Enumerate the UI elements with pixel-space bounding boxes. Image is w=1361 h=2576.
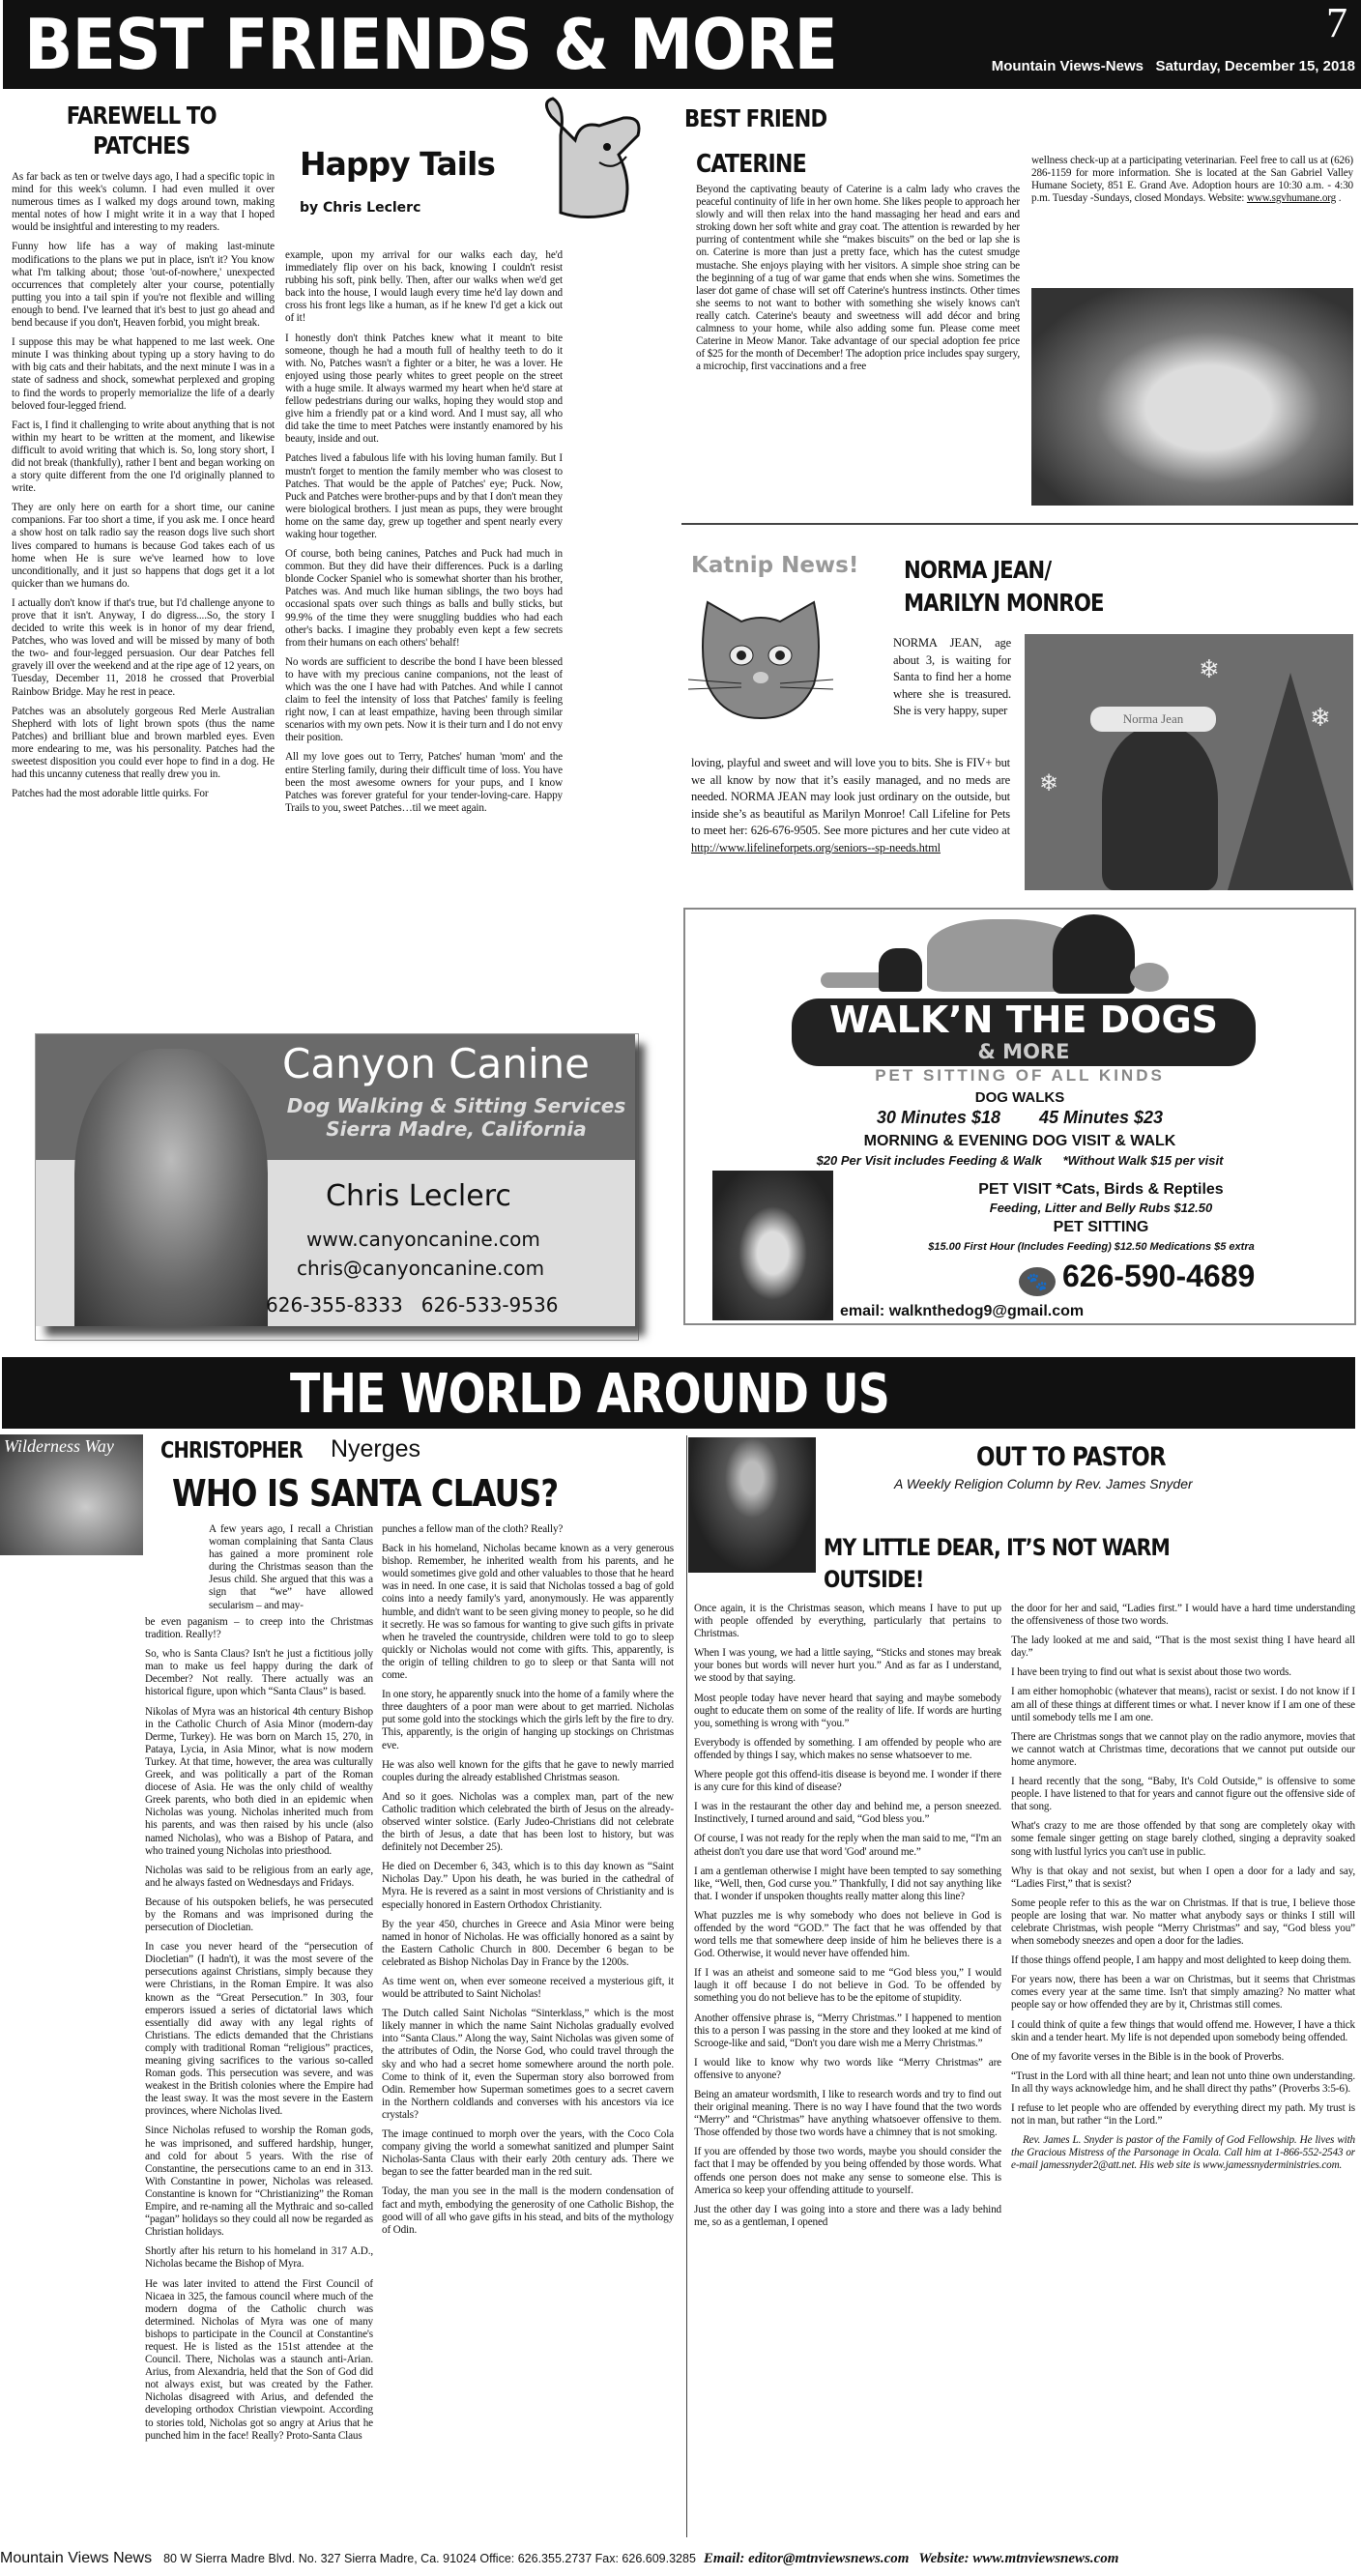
footer-email[interactable]: Email: editor@mtnviewsnews.com <box>703 2551 910 2566</box>
norma-jean-lead: NORMA JEAN, age about 3, is waiting for Santa to find her a home where she is treasured. She is very happy, super <box>893 636 1011 717</box>
pastor-article-col2 <box>1011 1603 1355 2535</box>
paragraph: All my love goes out to Terry, Patches' human 'mom' and the entire Sterling family, during their difficult time of loss. You have been the most awesome owners for your pups, and I know Patches was forever grateful for your tender-loving-care. Happy Trails to you, sweet Patches…til we meet again. <box>285 751 563 814</box>
logo-text: Happy Tails <box>300 145 495 183</box>
punct: . <box>1336 192 1342 205</box>
norma-jean-title <box>904 554 1104 620</box>
paragraph: Some people refer to this as the war on Christmas. If that is true, I believe those people are losing that war. No matter what anybody says or thinks I still will celebrate Christmas, wish people “Merry Christmas” and say, “God bless you” when somebody sneezes and open a door for the ladies. <box>1011 1896 1355 1948</box>
ad-logo <box>792 999 1256 1066</box>
nyerges-article-col1 <box>145 1616 373 2534</box>
paragraph: Nicholas was said to be religious from an early age, and he always fasted on Wednesdays and Fridays. <box>145 1864 373 1889</box>
paragraph: If those things offend people, I am happy and most delighted to keep doing them. <box>1011 1954 1351 1967</box>
walk-30-price: 30 Minutes $18 <box>876 1108 1000 1127</box>
paragraph: If you are offended by those two words, maybe you should consider the fact that I may be offended by you being offended by those words. What offends one person does not make any sense to someone else. This is America so keep your offending attitude to yourself. <box>694 2146 1001 2196</box>
footer-website[interactable]: Website: www.mtnviewsnews.com <box>918 2551 1119 2566</box>
article-title: WHO IS SANTA CLAUS? <box>172 1472 559 1515</box>
author-first: CHRISTOPHER <box>160 1438 303 1463</box>
lifeline-link[interactable]: http://www.lifelineforpets.org/seniors--sp-needs.html <box>691 840 941 854</box>
pet-sitting-heading: PET SITTING <box>1053 1219 1149 1235</box>
paragraph: Back in his homeland, Nicholas became known as a very generous bishop. Remember, he inherited wealth from his parents, and he would sometimes give gold and other valuables to those that he heard was in need. In one case, it is said that Nicholas tossed a bag of gold coins into a needy family's yard, anonymously. He was apparently humble, and didn't want to be seen giving money to people, so he did it secretly. He was so famous for wanting to give such gifts in private when he traveled the countryside, children were told to go to sleep quickly or Nicholas would not come with gifts. This, apparently, is the origin of telling children to go to sleep or that Santa will not come. <box>382 1543 674 1682</box>
best-friend-kicker: BEST FRIEND <box>684 104 827 132</box>
title-line: PATCHES <box>93 131 190 159</box>
dog-at-window-photo <box>712 1171 833 1320</box>
paragraph: example, upon my arrival for our walks each day, he'd immediately flip over on his back, knowing I couldn't resist rubbing his soft, pink belly. Then, after our walks when we'd get back into the house, I would laugh every time he'd lay down and cross his front legs like a human, as if he knew I'd get a kick out of it! <box>285 249 563 325</box>
paragraph: I refuse to let people who are offended by everything direct my path. My trust is not in man, but rather “in the Lord.” <box>1011 2102 1355 2127</box>
ad-person: Chris Leclerc <box>326 1179 511 1213</box>
paragraph: punches a fellow man of the cloth? Really? <box>382 1523 564 1535</box>
phone: 626-533-9536 <box>420 1293 559 1317</box>
dog-cartoon-icon <box>522 97 652 222</box>
column-name: OUT TO PASTOR <box>976 1442 1166 1472</box>
paragraph: Patches lived a fabulous life with his loving human family. But I mustn't forget to mention the family member who was closest to Patches. That would be the apple of Patches' eye; Puck. Now, Puck and Patches were brother-pups and by that I don't mean they were biological brothers. I just mean as pups, they were brought home on the same day, grew up together and spent nearly every waking hour together. <box>285 452 563 540</box>
article-title: MY LITTLE DEAR, IT’S NOT WARM OUTSIDE! <box>824 1534 1170 1593</box>
paragraph: In one story, he apparently snuck into the home of a family where the three daughters of a poor man were about to get married. Nicholas put some gold into the stockings which the girls left by the fire to dry. This, apparently, is the origin of hanging up stockings on Christmas eve. <box>382 1689 674 1751</box>
cat-figure <box>1102 726 1218 890</box>
title-line: FAREWELL TO <box>66 101 217 130</box>
visit-price: $20 Per Visit includes Feeding & Walk <box>816 1153 1042 1168</box>
tagline-line: Dog Walking & Sitting Services <box>286 1094 626 1117</box>
paragraph: What's crazy to me are those offended by that song are completely okay with some female singer getting on stage barely clothed, singing a depravity soaked song with lustful lyrics you can't use in public. <box>1011 1820 1355 1858</box>
snowflake-icon: ❄ <box>1199 655 1220 683</box>
masthead-paper-date <box>992 58 1355 74</box>
column-subtitle: A Weekly Religion Column by Rev. James Snyder <box>894 1476 1193 1491</box>
ad-tagline <box>277 1094 635 1141</box>
paragraph: Once again, it is the Christmas season, which means I have to put up with people offended by everything, particularly that pertains to Christmas. <box>694 1603 1001 1640</box>
paragraph: Nikolas of Myra was an historical 4th century Bishop in the Catholic Church of Asia Minor (modern-day Derme, Turkey). He was born on March 15, 270, in Pataya, Lycia, in Asia Minor, what is now modern Turkey. At that time, however, the area was culturally Greek, and was politically a part of the Roman diocese of Asia. He was the only child of wealthy Greek parents, who both died in an epidemic when Nicholas was young. Nicholas inherited much from his parents, and was then raised by his uncle (also named Nicholas), who was a Bishop of Patara, and who trained young Nicholas into priesthood. <box>145 1705 373 1857</box>
masthead-banner <box>3 0 1361 89</box>
paragraph: wellness check-up at a participating veterinarian. Feel free to call us at (626) 286-1159 for more information. She is located at the San Gabriel Valley Humane Society, 851 E. Grand Ave. Adoption hours are 10:30 a.m. - 4:30 p.m. Tuesday -Sundays, closed Mondays. Website: <box>1031 155 1353 205</box>
paragraph: So, who is Santa Claus? Isn't he just a fictitious jolly man to make us feel happy during the dark of December? Not really. There actually was an historical figure, upon which “Santa Claus” is based. <box>145 1648 373 1698</box>
katnip-logo: Katnip News! <box>691 553 859 578</box>
visit-prices <box>685 1153 1354 1168</box>
paragraph: Beyond the captivating beauty of Caterine is a calm lady who craves the peaceful continuity of life in her own home. She likes people to approach her slowly and will then relax into the hand massaging her head and ears and stroking down her soft white and gray coat. The attention is rewarded by her purring of contentment while she “makes biscuits” on the bed or lap she is on. Caterine is more than just a pretty face, which has the cutest smudge mustache. She enjoys playing with her visitors. A simple shoe string can be the beginning of a tug of war game that ends when she wins. Sometimes the laser dot game of chase will set off Caterine's huntress instincts. Other times she seems to not want to bother with something she wisely knows can't really catch. Caterine's beauty and sweetness will add décor and bring calmness to your home, while also adding some fun. Please come meet Caterine in Meow Manor. Take advantage of our special adoption fee price of $25 for the month of December! The adoption price includes spay surgery, a microchip, first vaccinations and a free <box>696 184 1020 373</box>
ad-tagline: PET SITTING OF ALL KINDS <box>875 1066 1165 1085</box>
happy-tails-logo <box>300 145 495 216</box>
paragraph: He was later invited to attend the First Council of Nicaea in 325, the famous council where much of the modern dogma of the Catholic church was determined. Nicholas of Myra was one of many bishops to participate in the Council at Constantine's request. He is listed as the 151st attendee at the Council. There, Nicholas was a staunch anti-Arian. Arius, from Alexandria, held that the Son of God did not always exist, but was created by the Father. Nicholas disagreed with Arius, and defended the developing orthodox Christian viewpoint. According to stories told, Nicholas got so angry at Arius that he punched him in the face! Really? Proto-Santa Claus <box>145 2277 373 2442</box>
paragraph: He was also well known for the gifts that he gave to newly married couples during the already established Christmas season. <box>382 1758 674 1783</box>
paragraph: As time went on, when ever someone received a mysterious gift, it would be attributed to Saint Nicholas! <box>382 1976 674 2001</box>
section-title: THE WORLD AROUND US <box>290 1363 890 1426</box>
paragraph: I could think of quite a few things that would offend me. However, I have a thick skin and a tender heart. My life is not depended upon somebody being offended. <box>1011 2018 1355 2043</box>
ad-phone: 626-590-4689 <box>1062 1259 1256 1293</box>
ad-phones <box>266 1293 558 1317</box>
tagline-line: Sierra Madre, California <box>326 1117 587 1141</box>
cat-face-icon <box>688 583 833 723</box>
logo-line: WALK’N THE DOGS <box>828 999 1219 1041</box>
caterine-cat-photo <box>1031 288 1353 506</box>
paragraph: I actually don't know if that's true, but I'd challenge anyone to prove that it isn't. Anyway, I do digress....So, the story I decided to write this week is in honor of my dear friend, Patches, who was loved and will be missed by many of both the two- and four-legged persuasion. Our dear Patches fell gravely ill over the weekend and at the ripe age of 12 years, on Tuesday, December 11, 2018 he crossed that Proverbial Rainbow Bridge. May he rest in peace. <box>12 596 275 698</box>
paragraph: Shortly after his return to his homeland in 317 A.D., Nicholas became the Bishop of Myra. <box>145 2245 373 2271</box>
logo-line: & MORE <box>977 1040 1070 1063</box>
paragraph-list <box>1011 1603 1355 2127</box>
paragraph: As far back as ten or twelve days ago, I had a specific topic in mind for this week's column. I had even mulled it over numerous times as I walked my dogs around town, making mental notes of how I might write it in a way that I hoped would be insightful and interesting to my readers. <box>12 171 275 234</box>
farewell-article <box>12 171 275 1031</box>
norma-jean-body <box>691 755 1010 890</box>
paragraph: And so it goes. Nicholas was a complex man, part of the new Catholic tradition which celebrated the birth of Jesus on the already-observed winter solstice. (Early Judeo-Christians did not celebrate the birth of Jesus, a date that has been lost to history, but was definitely not December 25). <box>382 1790 674 1854</box>
phone: 626-355-8333 <box>266 1293 403 1317</box>
pet-visit-price: Feeding, Litter and Belly Rubs $12.50 <box>989 1201 1213 1215</box>
title-line: NORMA JEAN/ <box>904 556 1052 584</box>
paragraph: He died on December 6, 343, which is to this day known as “Saint Nicholas Day.” Upon his death, he was buried in the cathedral of Myra. He is revered as a saint in most versions of Christianity and is especially honored in Eastern Orthodox Christianity. <box>382 1861 674 1911</box>
paragraph: Most people today have never heard that saying and maybe somebody ought to educate them on some of the reality of life. If words are hurting you, something is wrong with “you.” <box>694 1692 1001 1729</box>
paragraph: I would like to know why two words like “Merry Christmas” are offensive to anyone? <box>694 2056 1001 2081</box>
paragraph: Funny how life has a way of making last-minute modifications to the plans we put in place, isn't it? You know what I'm talking about; those 'out-of-nowhere,' unexpected occurrences that completely alter your course, potentially putting you into a tail spin if you're not flexible and willing enough to bend. I've learned that it's best to just go ahead and bend because if you don't, Heaven forbid, you might break. <box>12 241 275 330</box>
pastor-article-col1 <box>694 1603 1001 2535</box>
nyerges-article-col2 <box>382 1523 674 2534</box>
paragraph: loving, playful and sweet and will love you to bits. She is FIV+ but we all know by now that it’s easily managed, and no meds are needed. NORMA JEAN may look just ordinary on the outside, but inside she’s as beautiful as Marilyn Monroe! Call Lifeline for Pets to meet her: 626-676-9505. See more pictures and her cute video at <box>691 756 1010 837</box>
bloodhound-photo <box>74 1049 268 1326</box>
paragraph: Just the other day I was going into a store and there was a lady behind me, so as a gentleman, I opened <box>694 2203 1001 2228</box>
issue-date: Saturday, December 15, 2018 <box>1155 58 1355 74</box>
paw-print-icon: 🐾 <box>1019 1267 1056 1296</box>
paragraph: Being an amateur wordsmith, I like to research words and try to find out their original meaning. There is no way I have found that the two words “Merry” and “Christmas” have anything whatsoever offensive to them. Those offended by those two words have a chimney that is not smoking. <box>694 2089 1001 2139</box>
section-title: BEST FRIENDS & MORE <box>24 4 837 85</box>
caterine-title: CATERINE <box>696 150 806 179</box>
byline: by Chris Leclerc <box>300 200 421 216</box>
pet-visit-heading: PET VISIT *Cats, Birds & Reptiles <box>978 1181 1224 1198</box>
ad-brand: Canyon Canine <box>282 1040 591 1087</box>
caterine-article <box>696 184 1020 512</box>
paragraph: Since Nicholas refused to worship the Roman gods, he was imprisoned, and suffered hardship, hunger, and cold for about 5 years. With the rise of Constantine, the persecutions came to an end in 313. With Constantine in power, Nicholas was released. Constantine is known for “Christianizing” the Roman Empire, and re-naming all the Mythraic and so-called “pagan” holidays so they could all now be regarded as Christian holidays. <box>145 2125 373 2239</box>
paragraph: Fact is, I find it challenging to write about anything that is not within my heart to be written at the moment, and likewise difficult to avoid writing that which is. So, long story short, I did not break (thankfully), rather I bent and began working on a story quite different from the one I'd originally planned to write. <box>12 419 275 495</box>
ad-website: www.canyoncanine.com <box>306 1228 540 1251</box>
paragraph: One of my favorite verses in the Bible is in the book of Proverbs. <box>1011 2050 1285 2063</box>
ad-email: chris@canyoncanine.com <box>297 1257 545 1280</box>
paragraph: Because of his outspoken beliefs, he was persecuted by the Romans and was imprisoned during the persecution of Diocletian. <box>145 1896 373 1934</box>
column-logo: Wilderness Way <box>4 1436 114 1456</box>
walkn-the-dogs-ad <box>683 908 1356 1325</box>
animal-silhouettes <box>821 914 1227 997</box>
paragraph: Patches had the most adorable little quirks. For <box>12 788 209 800</box>
paragraph: For years now, there has been a war on Christmas, but it seems that Christmas comes every year at the same time. Isn't that simply amazing? No matter what people say or how offended they are by it, Christmas still comes. <box>1011 1974 1355 2012</box>
paragraph: By the year 450, churches in Greece and Asia Minor were being named in honor of Nicholas. He was officially honored as a saint by the Eastern Catholic Church in 800. December 6 began to be celebrated as Bishop Nicholas Day in France by the 1200s. <box>382 1918 674 1968</box>
ad-card <box>36 1034 635 1326</box>
happy-tails-article <box>285 249 563 1032</box>
paragraph: I have been trying to find out what is sexist about those two words. <box>1011 1666 1291 1679</box>
paragraph: Of course, both being canines, Patches and Puck had much in common. But they did have their differences. Puck is a darling blonde Cocker Spaniel who is somewhat shorter than his brother, Patches was. And much like human siblings, the two boys had occasional spats over such things as balls and bully sticks, but 99.9% of the time they were snuggling buddies who had each other's backs. I imagine they probably even kept a few secrets from their humans on each others' behalf! <box>285 548 563 649</box>
paragraph: Where people got this offend-itis disease is beyond me. I wonder if there is any cure for this kind of disease? <box>694 1769 1001 1794</box>
paragraph: I honestly don't think Patches knew what it meant to bite someone, though he had a mouth full of healthy teeth to do it with. No, Patches wasn't a fighter or a biter, he was a lover. He enjoyed using those pearly whites to greet people on the street with a huge smile. It always warmed my heart when he'd stare at fellow pedestrians during our walks, hoping they would stop and give him a friendly pat or a kind word. And I must say, all who did take the time to meet Patches were instantly enamored by his beauty, inside and out. <box>285 332 563 446</box>
paragraph: the door for her and said, “Ladies first.” I would have a hard time understanding the offensiveness of those two words. <box>1011 1603 1355 1628</box>
paragraph: I am a gentleman otherwise I might have been tempted to say something like, “Well, then, God curse you.” Thankfully, I did not say anything like that. I wonder if unspoken thoughts really matter along this line? <box>694 1865 1001 1902</box>
paragraph: Another offensive phrase is, “Merry Christmas.” I happened to mention this to a person I was passing in the store and they looked at me kind of Scrooge-like and said, “Don't you dare wish me a Merry Christmas.” <box>694 2012 1001 2049</box>
snowflake-icon: ❄ <box>1310 704 1331 732</box>
visit-no-walk-price: *Without Walk $15 per visit <box>1062 1153 1224 1168</box>
paragraph: The lady looked at me and said, “That is the most sexist thing I have heard all day.” <box>1011 1635 1355 1660</box>
author-bio: Rev. James L. Snyder is pastor of the Family of God Fellowship. He lives with the Gracious Mistress of the Parsonage in Ocala. Call him at 1-866-552-2543 or e-mail jamessnyder2@att.net. His web site is www.jamessnyderministries.com. <box>1011 2134 1355 2172</box>
title-line: MARILYN MONROE <box>904 589 1104 617</box>
paragraph: They are only here on earth for a short time, our canine companions. Far too short a time, if you ask me. I once heard a show host on talk radio say the reason dogs live such short lives compared to humans is because God takes each of us home when He is sure we've learned how to love unconditionally, and it just so happens that dogs get it a lot quicker than we humans do. <box>12 502 275 590</box>
page-footer <box>0 2550 1361 2567</box>
pet-sitting-price: $15.00 First Hour (Includes Feeding) $12.50 Medications $5 extra <box>928 1241 1255 1253</box>
paragraph: I suppose this may be what happened to me last week. One minute I was thinking about typing up a story having to do with big cats and their habitats, and the next minute I was in a state of sadness and shock, somewhat perplexed and groping to find the words to properly memorialize the life of a dearly beloved four-legged friend. <box>12 336 275 412</box>
paragraph: I heard recently that the song, “Baby, It's Cold Outside,” is offensive to some people. I have listened to that for years and cannot figure out the offensive side of that song. <box>1011 1776 1355 1813</box>
nyerges-lead: A few years ago, I recall a Christian woman complaining that Santa Claus has gained a more prominent role during the Christmas season than the Jesus child. She argued that this was a sign that “we” have allowed secularism – and may- <box>209 1523 373 1611</box>
paragraph: The image continued to morph over the years, with the Coco Cola company giving the world a somewhat sanitized and plumper Saint Nicholas-Santa Claus with their early 20th century ads. There we began to see the fatter bearded man in the red suit. <box>382 2128 674 2179</box>
paper-name: Mountain Views-News <box>991 58 1144 74</box>
paragraph: Of course, I was not ready for the reply when the man said to me, “I'm an atheist don't you dare use that word 'God' around me.” <box>694 1833 1001 1858</box>
column-divider <box>686 1435 687 2537</box>
paragraph: Why is that okay and not sexist, but when I open a door for a lady and say, “Ladies First,” that is sexist? <box>1011 1865 1355 1890</box>
snowflake-icon: ❄ <box>1039 771 1059 796</box>
author-portrait <box>688 1437 816 1573</box>
section-banner <box>2 1357 1355 1429</box>
page-number: 7 <box>1326 0 1347 46</box>
footer-address: 80 W Sierra Madre Blvd. No. 327 Sierra Madre, Ca. 91024 Office: 626.355.2737 Fax: 626.609.3285 <box>163 2552 696 2565</box>
paragraph: I was in the restaurant the other day and behind me, a person sneezed. Instinctively, I turned around and said, “God bless you.” <box>694 1801 1001 1826</box>
paragraph: No words are sufficient to describe the bond I have been blessed to have with my precious canine companions, not the least of which was the one I have had with Patches. And while I cannot claim to feel the intensity of loss that Patches' family is feeling right now, I can at least empathize, having been through similar scenarios with my own pets. Now it is their turn and I do not envy their position. <box>285 655 563 744</box>
canyon-canine-ad <box>35 1033 639 1341</box>
paragraph: If I was an atheist and someone said to me “God bless you,” I would laugh it off because I do not believe in God. To be offended by something you do not believe has to be the epitome of stupidity. <box>694 1967 1001 2005</box>
paragraph: “Trust in the Lord with all thine heart; and lean not unto thine own understanding. In all thy ways acknowledge him, and he shall direct thy paths” (Proverbs 3:5-6). <box>1011 2069 1355 2095</box>
paragraph: In case you never heard of the “persecution of Diocletian” (I hadn't), it was the most severe of the persecutions against Christians, simply because they were Christians, in the Roman Empire. It was also known as the “Great Persecution.” In 303, four emperors issued a series of dictatorial laws which essentially did away with any legal rights of Christians. The edicts demanded that the Christians comply with traditional Roman “religious” practices, meaning giving sacrifices to the various so-called Roman gods. This persecution was severe, and was weakest in the British colonies where the Empire had the least sway. It was the most severe in the Eastern provinces, where Nicholas lived. <box>145 1941 373 2118</box>
farewell-title <box>39 101 245 160</box>
dog-walks-heading: DOG WALKS <box>974 1089 1065 1106</box>
footer-paper: Mountain Views News <box>0 2550 153 2566</box>
paragraph: Patches was an absolutely gorgeous Red Merle Australian Shepherd with lots of light brown spots (thus the name Patches) and brilliant blue and brown marbled eyes. Even more endearing to me, was his personality. Patches had the sweetest disposition you could ever hope to find in a dog. He had this uncanny cuteness that really drew you in. <box>12 705 275 781</box>
caterine-article-continued <box>1031 155 1353 280</box>
paragraph: Today, the man you see in the mall is the modern condensation of fact and myth, embodying the generosity of one Catholic Bishop, the good will of all who gave gifts in his stead, and bits of the mythology of Odin. <box>382 2185 674 2236</box>
norma-jean-photo <box>1025 634 1353 890</box>
paragraph: When I was young, we had a little saying, “Sticks and stones may break your bones but words will never hurt you.” And as far as I understand, we stood by that saying. <box>694 1647 1001 1685</box>
christmas-tree-icon <box>1228 673 1353 890</box>
author-last: Nyerges <box>324 1435 421 1462</box>
walk-prices <box>685 1108 1354 1128</box>
ad-email: email: walknthedog9@gmail.com <box>840 1303 1085 1319</box>
paragraph: be even paganism – to creep into the Christmas tradition. Really!? <box>145 1616 373 1641</box>
paragraph: I am either homophobic (whatever that means), racist or sexist. I do not know if I am all of these things at different times or what. I never know if I am one of these until somebody tells me I am one. <box>1011 1686 1355 1723</box>
sgvhumane-link[interactable]: www.sgvhumane.org <box>1246 192 1337 205</box>
paragraph: Everybody is offended by something. I am offended by people who are offended by things I say, which makes no sense whatsoever to me. <box>694 1736 1001 1761</box>
paragraph: What puzzles me is why somebody who does not believe in God is offended by the word “GOD.” The fact that he was offended by that word tells me that somewhere deep inside of him he believes there is a God. Otherwise, it would never have offended him. <box>694 1909 1001 1960</box>
santa-hat-band: Norma Jean <box>1090 707 1216 732</box>
section-divider <box>681 523 1358 525</box>
paragraph: The Dutch called Saint Nicholas “Sinterklass,” which is the most likely manner in which the name Saint Nicholas gradually evolved into “Santa Claus.” Along the way, Saint Nicholas was given some of the attributes of Odin, the Norse God, who could travel through the sky and who had a secret home somewhere around the north pole. Come to think of it, even the Superman story also borrowed from Odin. Remember how Superman sometimes goes to a secret cavern in the Northern coldlands and converses with his ancestors via ice crystals? <box>382 2008 674 2121</box>
visit-heading: MORNING & EVENING DOG VISIT & WALK <box>863 1133 1176 1149</box>
paragraph: There are Christmas songs that we cannot play on the radio anymore, movies that we cannot watch at Christmas time, decorations that we cannot put outside our home anymore. <box>1011 1730 1355 1768</box>
wilderness-way-photo <box>0 1434 143 1555</box>
walk-45-price: 45 Minutes $23 <box>1039 1108 1164 1127</box>
